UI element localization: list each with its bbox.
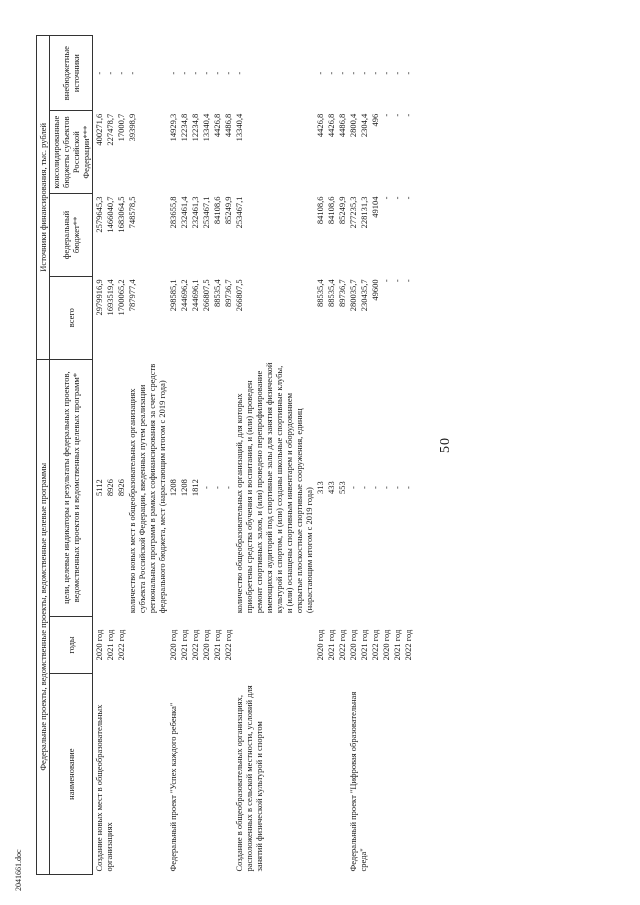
section-name: Создание новых мест в общеобразовательных организациях (93, 704, 114, 872)
total-value: 280035,7 (347, 279, 358, 312)
section-name: Федеральный проект "Успех каждого ребенка" (167, 702, 178, 872)
extra-value: - (325, 71, 336, 75)
total-value: 787977,4 (126, 279, 137, 312)
year-cell: 2020 год (314, 629, 325, 661)
header-total: всего (50, 276, 93, 359)
federal-value: - (403, 196, 414, 200)
extra-value: - (336, 71, 347, 75)
header-regional: консолидированные бюджеты субъектов Российской Федерации*** (50, 111, 93, 194)
federal-value: 84108,6 (314, 196, 325, 225)
header-federal: федеральный бюджет** (50, 194, 93, 277)
total-value: 89736,7 (222, 279, 233, 307)
total-value: 1693519,4 (104, 279, 115, 316)
federal-value: 49104 (369, 196, 380, 218)
regional-value: 12234,8 (178, 113, 189, 142)
header-name: наименование (50, 674, 93, 875)
table-row (381, 36, 392, 875)
indicator-value: 5112 (93, 479, 104, 496)
extra-value: - (200, 71, 211, 75)
total-value: 230435,7 (358, 279, 369, 312)
total-value: 2979916,9 (93, 279, 104, 316)
year-cell: 2021 год (325, 629, 336, 661)
indicator-value: 1812 (189, 479, 200, 497)
total-value: 266807,5 (233, 279, 244, 312)
extra-value: - (178, 71, 189, 75)
extra-value: - (392, 71, 403, 75)
federal-value: - (392, 196, 403, 200)
regional-value: 39398,9 (126, 113, 137, 142)
federal-value: 228131,3 (358, 196, 369, 229)
indicator-value: 433 (325, 481, 336, 494)
section-name (381, 674, 414, 875)
year-cell: 2022 год (189, 629, 200, 661)
extra-value: - (314, 71, 325, 75)
extra-value: - (211, 71, 222, 75)
federal-value: 1683064,5 (115, 196, 126, 233)
federal-value: 84108,6 (211, 196, 222, 225)
federal-value: 85249,9 (222, 196, 233, 225)
indicator-value: 1208 (178, 479, 189, 497)
indicator-value: 8926 (104, 479, 115, 497)
indicator-value: - (358, 486, 369, 490)
regional-value: - (381, 113, 391, 117)
indicator-value: - (369, 486, 380, 490)
year-cell: 2022 год (115, 629, 126, 661)
indicator-value: 553 (336, 481, 347, 494)
page-number: 50 (438, 437, 453, 453)
indicator-value: - (347, 486, 358, 490)
table-row (347, 36, 358, 875)
regional-value: 14929,3 (167, 113, 178, 142)
indicator-value: - (200, 486, 211, 490)
header-funding-group: Источники финансирования, тыс. рублей (37, 36, 50, 360)
federal-value: 85249,9 (336, 196, 347, 225)
indicator-value: 1208 (167, 479, 178, 497)
extra-value: - (347, 71, 358, 75)
year-cell: 2020 год (381, 629, 391, 661)
regional-value: - (392, 113, 403, 117)
year-cell: 2022 год (369, 629, 380, 661)
indicator-text: количество общеобразовательных организаций, для которых приобретены средства обучения и воспитания, и (или) проведен ремонт спортивных залов, и (или) проведено перепрофилирование имеющихся аудиторий под спортивные залы для занятия физической культурой и спортом, и (или) созданы школьные спортивные клубы, и (или) оснащены спортивным инвентарем и оборудованием открытые плоскостные спортивные сооружения, единиц (нарастающим итогом с 2019 года) (233, 362, 314, 614)
extra-value: - (222, 71, 233, 75)
indicator-value: - (211, 486, 222, 490)
indicator-value: - (381, 486, 391, 490)
regional-value: 227478,7 (104, 113, 115, 146)
regional-value: 2800,4 (347, 113, 358, 138)
federal-value: 253467,1 (233, 196, 244, 229)
year-cell: 2021 год (392, 629, 403, 661)
table-row (167, 36, 178, 875)
header-indicators: цели, целевые индикаторы и результаты федеральных проектов, ведомственных проектов и ведомственных целевых программ* (50, 359, 93, 616)
regional-value: 2304,4 (358, 113, 369, 138)
regional-value: 400271,6 (93, 113, 104, 146)
indicator-value: - (392, 486, 403, 490)
total-value: - (403, 279, 414, 283)
year-cell: 2021 год (358, 629, 369, 661)
extra-value: - (358, 71, 369, 75)
document-id: 2041661.doc (14, 849, 23, 891)
regional-value: 13340,4 (233, 113, 244, 142)
section-name: Создание в общеобразовательных организациях, расположенных в сельской местности, условий для занятий физической культурой и спортом (233, 685, 264, 872)
federal-value: 84108,6 (325, 196, 336, 225)
header-years: годы (50, 616, 93, 674)
federal-value: 1466040,7 (104, 196, 115, 233)
federal-value: 277235,3 (347, 196, 358, 229)
total-value: 298585,1 (167, 279, 178, 312)
total-value: 244696,2 (178, 279, 189, 312)
indicator-value: 313 (314, 481, 325, 494)
federal-value: 232461,4 (178, 196, 189, 229)
section-name: Федеральный проект "Цифровая образовательная среда" (347, 691, 368, 872)
regional-value: 496 (369, 113, 380, 127)
regional-value: 17000,7 (115, 113, 126, 142)
regional-value: 12234,8 (189, 113, 200, 142)
indicator-value: 8926 (115, 479, 126, 497)
header-projects-group: Федеральные проекты, ведомственные проекты, ведомственные целевые программы (37, 359, 50, 874)
regional-value: 4426,8 (325, 113, 336, 138)
extra-value: - (369, 71, 380, 75)
year-cell: 2020 год (200, 629, 211, 661)
federal-value: 748578,5 (126, 196, 137, 229)
year-cell: 2021 год (211, 629, 222, 661)
extra-value: - (233, 71, 244, 75)
indicator-value: - (403, 486, 414, 490)
year-cell: 2022 год (222, 629, 233, 661)
total-value: 1700065,2 (115, 279, 126, 316)
federal-value: 2579645,3 (93, 196, 104, 233)
total-value: - (392, 279, 403, 283)
extra-value: - (93, 71, 104, 75)
regional-value: 4426,8 (211, 113, 222, 138)
indicator-text: количество новых мест в общеобразовательных организациях субъекта Российской Федерации, введенных путем реализации региональных программ в рамках софинансирования за счет средств федерального бюджета, мест (нарастающим итогом с 2019 года) (126, 363, 167, 614)
federal-value: 283655,8 (167, 196, 178, 229)
regional-value: 4486,8 (222, 113, 233, 138)
total-value: - (381, 279, 391, 283)
funding-table (36, 35, 414, 875)
regional-value: 4426,8 (314, 113, 325, 138)
year-cell: 2021 год (178, 629, 189, 661)
year-cell: 2020 год (93, 629, 104, 661)
total-value: 88535,4 (211, 279, 222, 307)
header-extrabudget: внебюджетные источники (50, 36, 93, 111)
total-value: 88535,4 (314, 279, 325, 307)
table-row (233, 36, 314, 875)
year-cell: 2020 год (347, 629, 358, 661)
federal-value: 232461,3 (189, 196, 200, 229)
table-row (93, 36, 105, 875)
federal-value: 253467,1 (200, 196, 211, 229)
total-value: 89736,7 (336, 279, 347, 307)
total-value: 244696,1 (189, 279, 200, 312)
extra-value: - (381, 71, 391, 75)
extra-value: - (403, 71, 414, 75)
federal-value: - (381, 196, 391, 200)
extra-value: - (189, 71, 200, 75)
extra-value: - (104, 71, 115, 75)
total-value: 88535,4 (325, 279, 336, 307)
total-value: 266807,5 (200, 279, 211, 312)
year-cell: 2022 год (336, 629, 347, 661)
total-value: 49600 (369, 279, 380, 301)
year-cell: 2020 год (167, 629, 178, 661)
extra-value: - (126, 71, 137, 75)
regional-value: 13340,4 (200, 113, 211, 142)
year-cell: 2022 год (403, 629, 414, 661)
regional-value: 4486,8 (336, 113, 347, 138)
regional-value: - (403, 113, 414, 117)
extra-value: - (115, 71, 126, 75)
year-cell: 2021 год (104, 629, 115, 661)
indicator-value: - (222, 486, 233, 490)
extra-value: - (167, 71, 178, 75)
